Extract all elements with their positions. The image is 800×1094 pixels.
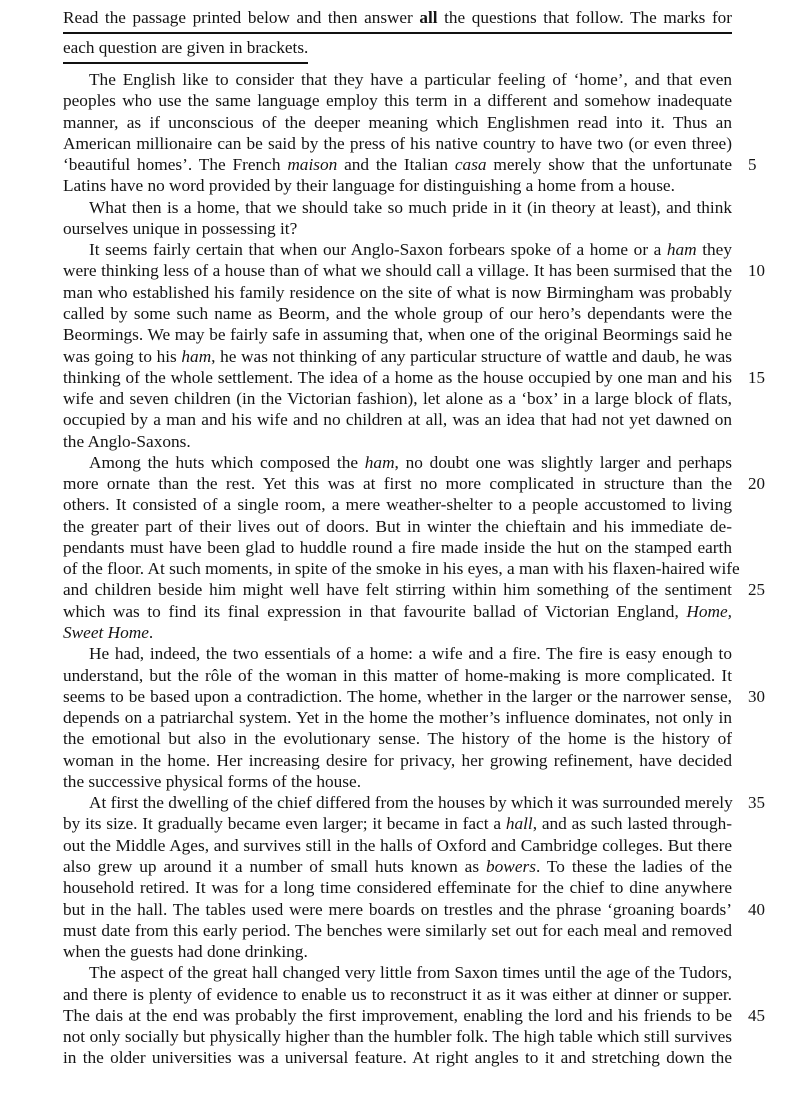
passage-line: called by some such name as Beorm, and the whole group of our hero’s dependants were the [63,303,732,323]
line-number: 30 [748,686,765,706]
passage-line: which was to find its final expression in that favourite ballad of Victorian England, Home, [63,601,732,621]
instructions-text: the questions that follow. The marks for [437,8,732,27]
instructions [63,4,732,64]
passage-line: but in the hall. The tables used were mere boards on trestles and the phrase ‘groaning boards’ [63,899,732,919]
line-number: 35 [748,793,765,813]
passage-line: What then is a home, that we should take so much pride in it (in theory at least), and think [89,197,732,217]
passage-line: by its size. It gradually became even larger; it became in fact a hall, and as such lasted through- [63,814,732,834]
passage-line: The English like to consider that they have a particular feeling of ‘home’, and that even [89,70,732,89]
passage-line: in the older universities was a universal feature. At right angles to it and stretching down the [63,1048,732,1068]
line-number: 10 [748,261,765,281]
instructions-emphasis: all [419,8,438,27]
passage-line: The dais at the end was probably the first improvement, enabling the lord and his friends to be [63,1005,732,1025]
passage-line: At first the dwelling of the chief differed from the houses by which it was surrounded merely [89,793,733,813]
passage-line: He had, indeed, the two essentials of a home: a wife and a fire. The fire is easy enough to [89,644,732,664]
passage-line: were thinking less of a house than of what we should call a village. It has been surmised that the [63,261,732,281]
italic-term: hall [505,814,533,834]
italic-term: Sweet Home [63,623,149,643]
line-number: 5 [748,155,757,175]
passage-line: also grew up around it a number of small huts known as bowers. To these the ladies of the [63,856,732,876]
instructions-text: Read the passage printed below and then answer [63,8,420,27]
passage-line: the greater part of their lives out of doors. But in winter the chieftain and his immediate de- [63,516,732,536]
passage-line: household retired. It was for a long time considered effeminate for the chief to dine anywhere [63,878,732,898]
passage-line: when the guests had done drinking. [63,942,308,962]
passage-line: ‘beautiful homes’. The French maison and the Italian casa merely show that the unfortunate [63,155,732,175]
line-number: 45 [748,1005,765,1025]
instructions-line-1 [63,4,732,34]
italic-term: ham [181,346,212,366]
passage-line: more ornate than the rest. Yet this was at first no more complicated in structure than the [63,474,732,494]
passage-line: not only socially but physically higher than the humbler folk. The high table which still survives [63,1027,732,1047]
passage-line: the successive physical forms of the house. [63,771,362,791]
passage-line: Latins have no word provided by their language for distinguishing a home from a house. [63,176,675,196]
passage-line: and there is plenty of evidence to enable us to reconstruct it as it was either at dinner or supper. [63,984,732,1004]
passage-line: manner, as if unconscious of the deeper meaning which Englishmen read into it. Thus an [63,112,732,132]
passage-line: depends on a patriarchal system. Yet in the home the mother’s influence dominates, not only in [63,708,732,728]
passage-line: wife and seven children (in the Victorian fashion), let alone as a ‘box’ in a large block of flats, [63,389,732,409]
instructions-line-2: each question are given in brackets. [63,34,308,64]
passage-line: and children beside him might well have felt stirring within him something of the sentiment [63,580,732,600]
line-number: 20 [748,474,765,494]
line-number: 25 [748,580,765,600]
passage-line: Sweet Home. [63,623,154,643]
passage-line: The aspect of the great hall changed very little from Saxon times until the age of the Tudors, [89,963,732,983]
italic-term: Home, [686,601,732,621]
passage-line: Among the huts which composed the ham, no doubt one was slightly larger and perhaps [89,452,732,472]
passage-line: of the floor. At such moments, in spite of the smoke in his eyes, a man with his flaxen-haired wife [63,559,740,579]
passage-line: It seems fairly certain that when our Anglo-Saxon forbears spoke of a home or a ham they [89,240,732,260]
italic-term: bowers [486,856,536,876]
italic-term: ham [666,240,697,260]
passage-line: seems to be based upon a contradiction. The home, whether in the larger or the narrower sense, [63,686,732,706]
line-number: 40 [748,899,765,919]
passage-line: must date from this early period. The benches were similarly set out for each meal and removed [63,920,732,940]
italic-term: casa [454,155,487,175]
passage-line: man who established his family residence on the site of what is now Birmingham was probably [63,282,732,302]
italic-term: ham [364,452,395,472]
passage-line: understand, but the rôle of the woman in this matter of home-making is more complicated. It [63,665,732,685]
passage-line: the emotional but also in the evolutionary sense. The history of the home is the history of [63,729,732,749]
passage-line: woman in the home. Her increasing desire for privacy, her growing refinement, have decided [63,750,732,770]
passage-line: American millionaire can be said by the press of his native country to have two (or even three) [63,133,732,153]
passage-line: was going to his ham, he was not thinking of any particular structure of wattle and daub, he was [63,346,732,366]
passage-line: others. It consisted of a single room, a mere weather-shelter to a people accustomed to living [63,495,732,515]
passage-line: peoples who use the same language employ this term in a different and somehow inadequate [63,91,732,111]
passage-line: ourselves unique in possessing it? [63,218,298,238]
passage-line: thinking of the whole settlement. The idea of a home as the house occupied by one man and his [63,367,732,387]
passage-line: pendants must have been glad to huddle round a fire made inside the hut on the stamped earth [63,537,732,557]
line-number: 15 [748,367,765,387]
passage-line: occupied by a man and his wife and no children at all, was an idea that had not yet dawned on [63,410,732,430]
passage-line: Beormings. We may be fairly safe in assuming that, when one of the original Beormings said he [63,325,732,345]
italic-term: maison [287,155,338,175]
passage-line: out the Middle Ages, and survives still in the halls of Oxford and Cambridge colleges. But there [63,835,732,855]
passage-line: the Anglo-Saxons. [63,431,191,451]
